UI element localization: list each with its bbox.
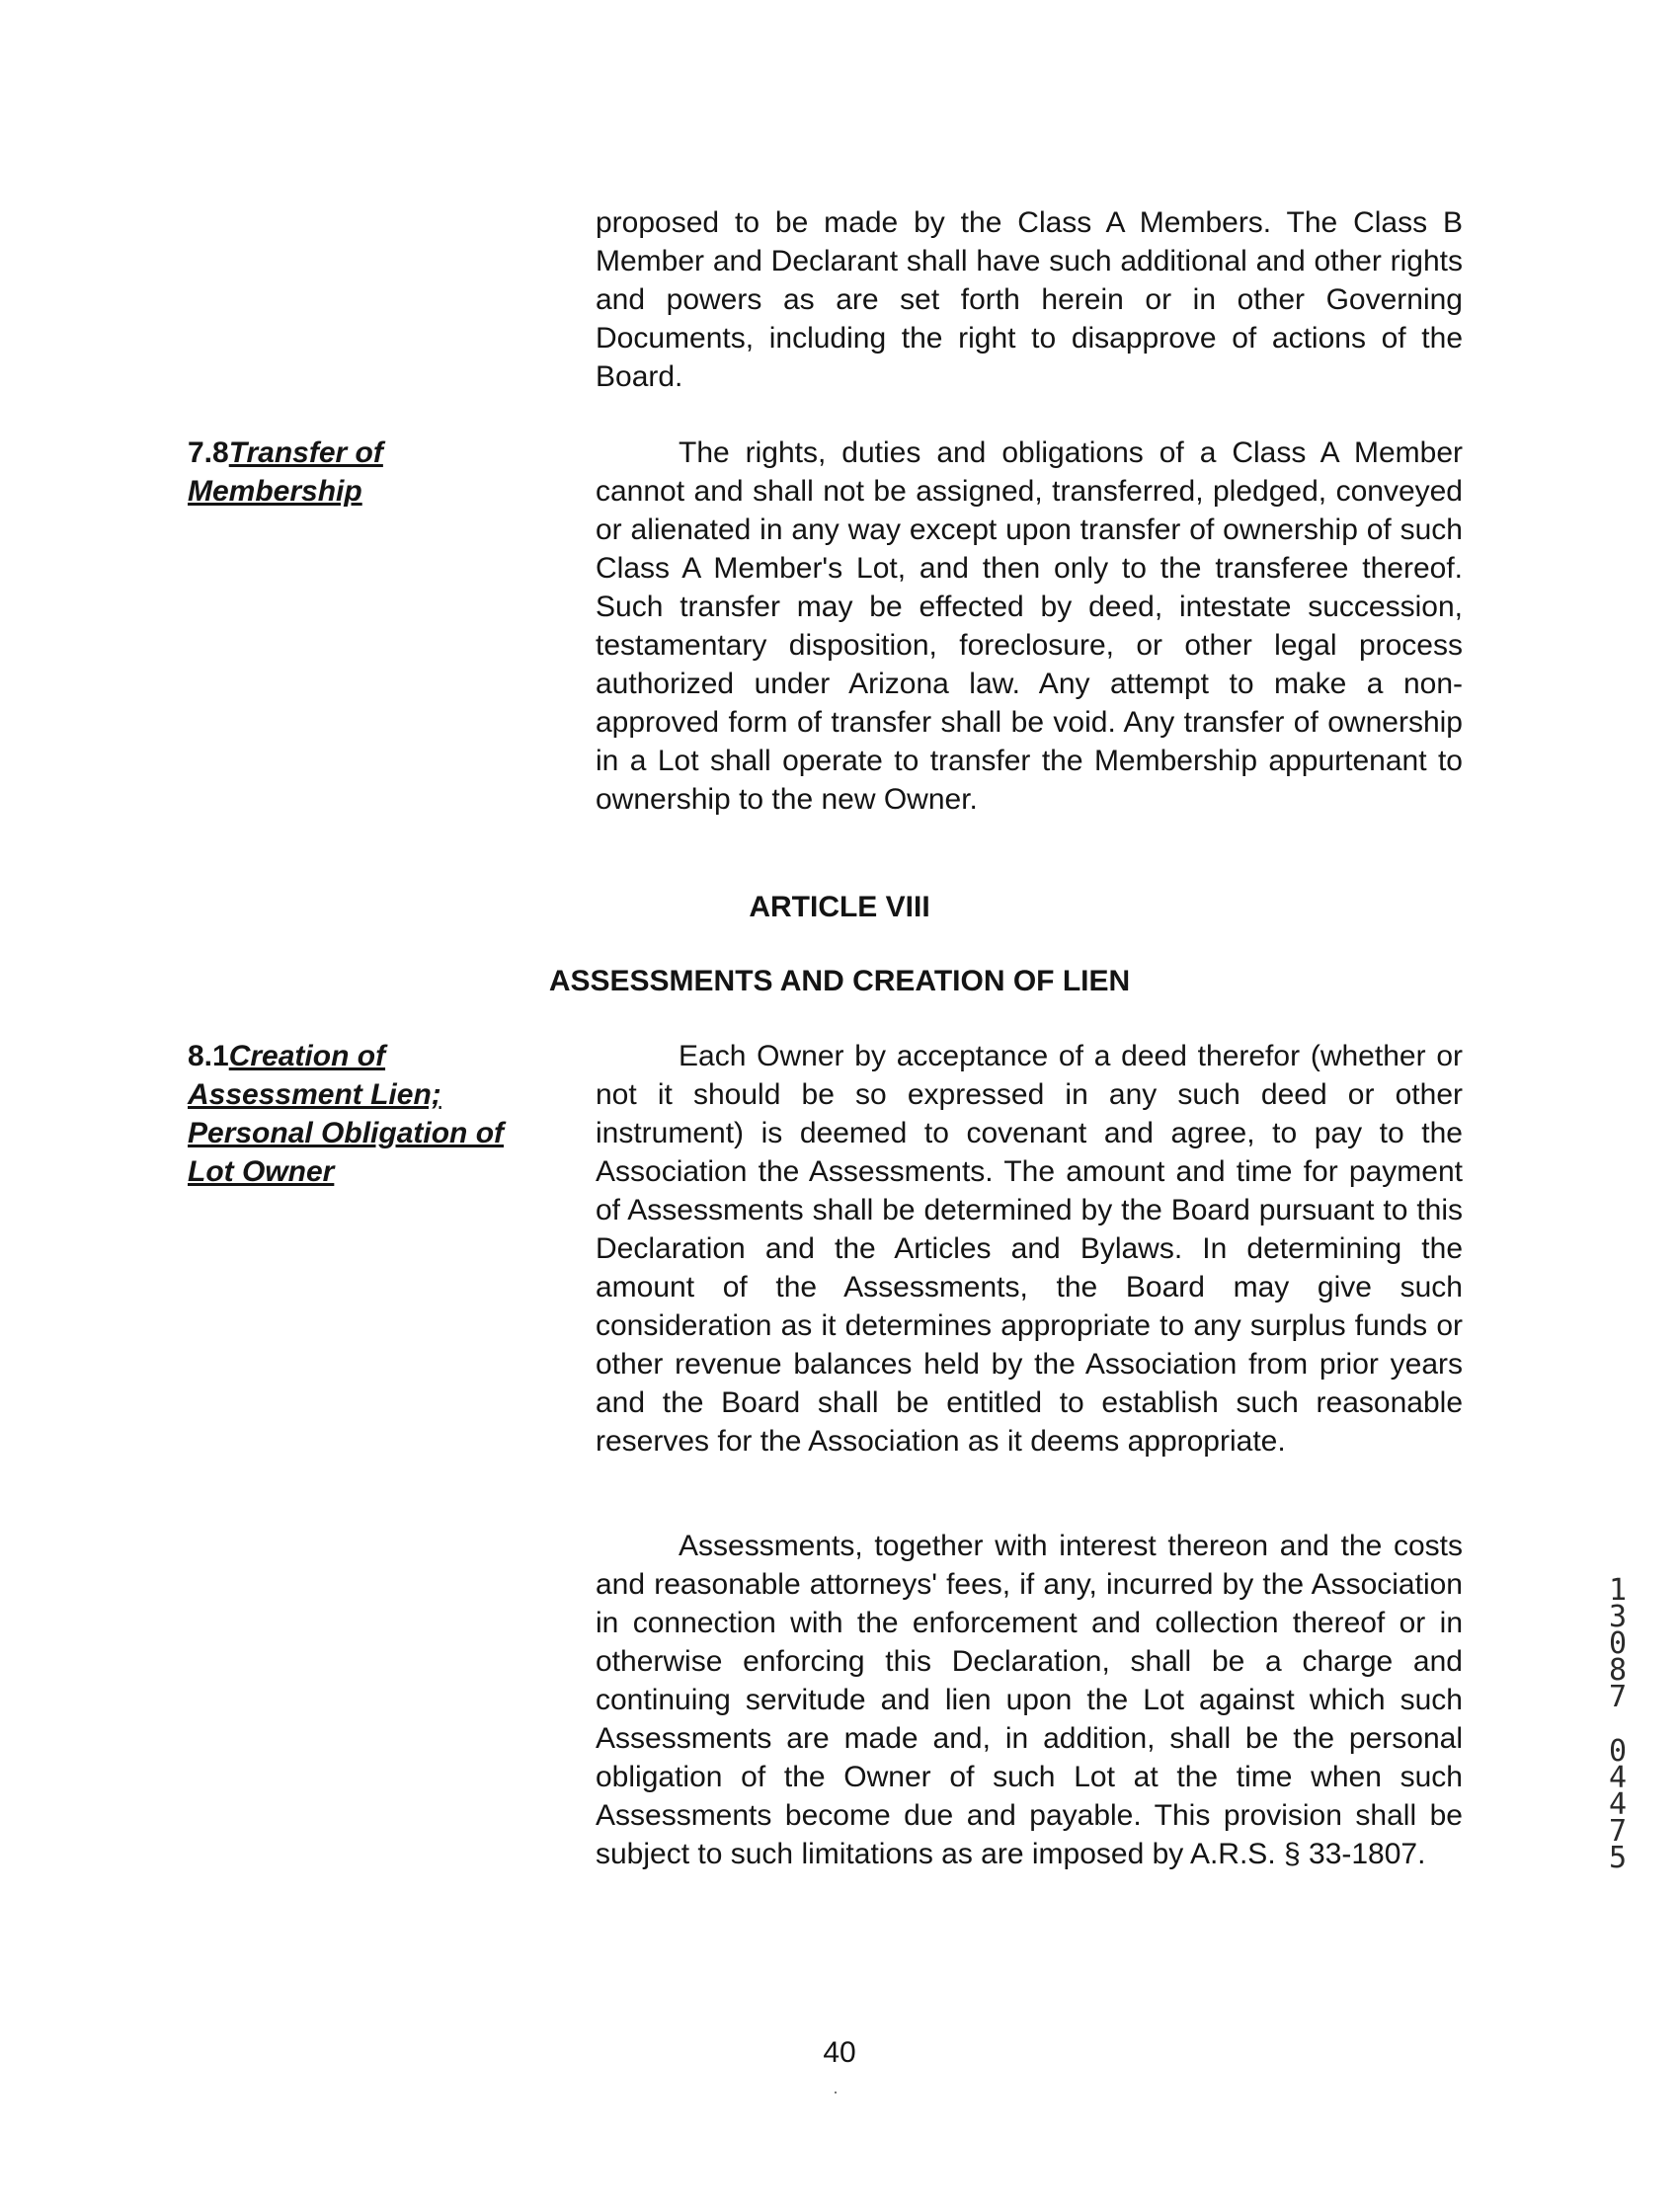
stamp-digit: 3 <box>1608 1600 1628 1634</box>
article-title: ASSESSMENTS AND CREATION OF LIEN <box>548 965 1131 997</box>
recording-stamp <box>1598 1573 1638 1875</box>
stamp-digit: 7 <box>1608 1680 1628 1714</box>
article-heading: ARTICLE VIII <box>749 891 930 923</box>
section-7-8-body: The rights, duties and obligations of a Class A Member cannot and shall not be assigned, transferred, pledged, conveyed or alienated in any way except upon transfer of ownership of such Class A Member's Lot, and then only to the transferee thereof. Such transfer may be effected by deed, intestate succession, testamentary disposition, foreclosure, or other legal process authorized under Arizona law. Any attempt to make a non-approved form of transfer shall be void. Any transfer of ownership in a Lot shall operate to transfer the Membership appurtenant to ownership to the new Owner. <box>596 436 1463 816</box>
section-8-1-title-line4: Lot Owner <box>188 1155 335 1188</box>
stamp-digit: 8 <box>1608 1653 1628 1688</box>
section-8-1-paragraph-1: Each Owner by acceptance of a deed therefor (whether or not it should be so expressed in any such deed or other instrument) is deemed to covenant and agree, to pay to the Association the Assessments. The amount and time for payment of Assessments shall be determined by the Board pursuant to this Declaration and the Articles and Bylaws. In determining the amount of the Assessments, the Board may give such consideration as it determines appropriate to any surplus funds or other revenue balances held by the Association from prior years and the Board shall be entitled to establish such reasonable reserves for the Association as it deems appropriate. <box>596 1040 1463 1458</box>
section-7-8-title-line2: Membership <box>188 475 362 508</box>
section-7-8-number: 7.8 <box>188 436 229 469</box>
stamp-digit: 4 <box>1608 1761 1628 1795</box>
section-8-1-title-line3: Personal Obligation of <box>188 1117 505 1149</box>
stamp-digit: 7 <box>1608 1814 1628 1849</box>
stamp-digit: 5 <box>1608 1841 1628 1875</box>
section-8-1-title-line2: Assessment Lien; <box>188 1078 441 1111</box>
section-7-8-title-line1: Transfer of <box>228 436 383 469</box>
stamp-digit: 4 <box>1608 1787 1628 1822</box>
stamp-digit: 1 <box>1608 1573 1628 1608</box>
section-8-1-title-line1: Creation of <box>228 1040 386 1072</box>
intro-paragraph: proposed to be made by the Class A Members. The Class B Member and Declarant shall have such additional and other rights and powers as are set forth herein or in other Governing Documents, including the right to disapprove of actions of the Board. <box>596 206 1463 393</box>
page-number: 40 <box>823 2036 856 2069</box>
section-8-1-heading <box>188 1037 563 1191</box>
stamp-digit: 0 <box>1608 1626 1628 1661</box>
section-8-1-paragraph-2: Assessments, together with interest thereon and the costs and reasonable attorneys' fees, if any, incurred by the Association in connection with the enforcement and collection thereof or in otherwise enforcing this Declaration, shall be a charge and continuing servitude and lien upon the Lot against which such Assessments are made and, in addition, shall be the personal obligation of the Owner of such Lot at the time when such Assessments become due and payable. This provision shall be subject to such limitations as are imposed by A.R.S. § 33-1807. <box>596 1530 1463 1870</box>
scan-speck <box>835 2092 837 2094</box>
stamp-digit: 0 <box>1608 1734 1628 1769</box>
section-8-1-number: 8.1 <box>188 1040 229 1072</box>
section-7-8-heading <box>188 434 563 511</box>
